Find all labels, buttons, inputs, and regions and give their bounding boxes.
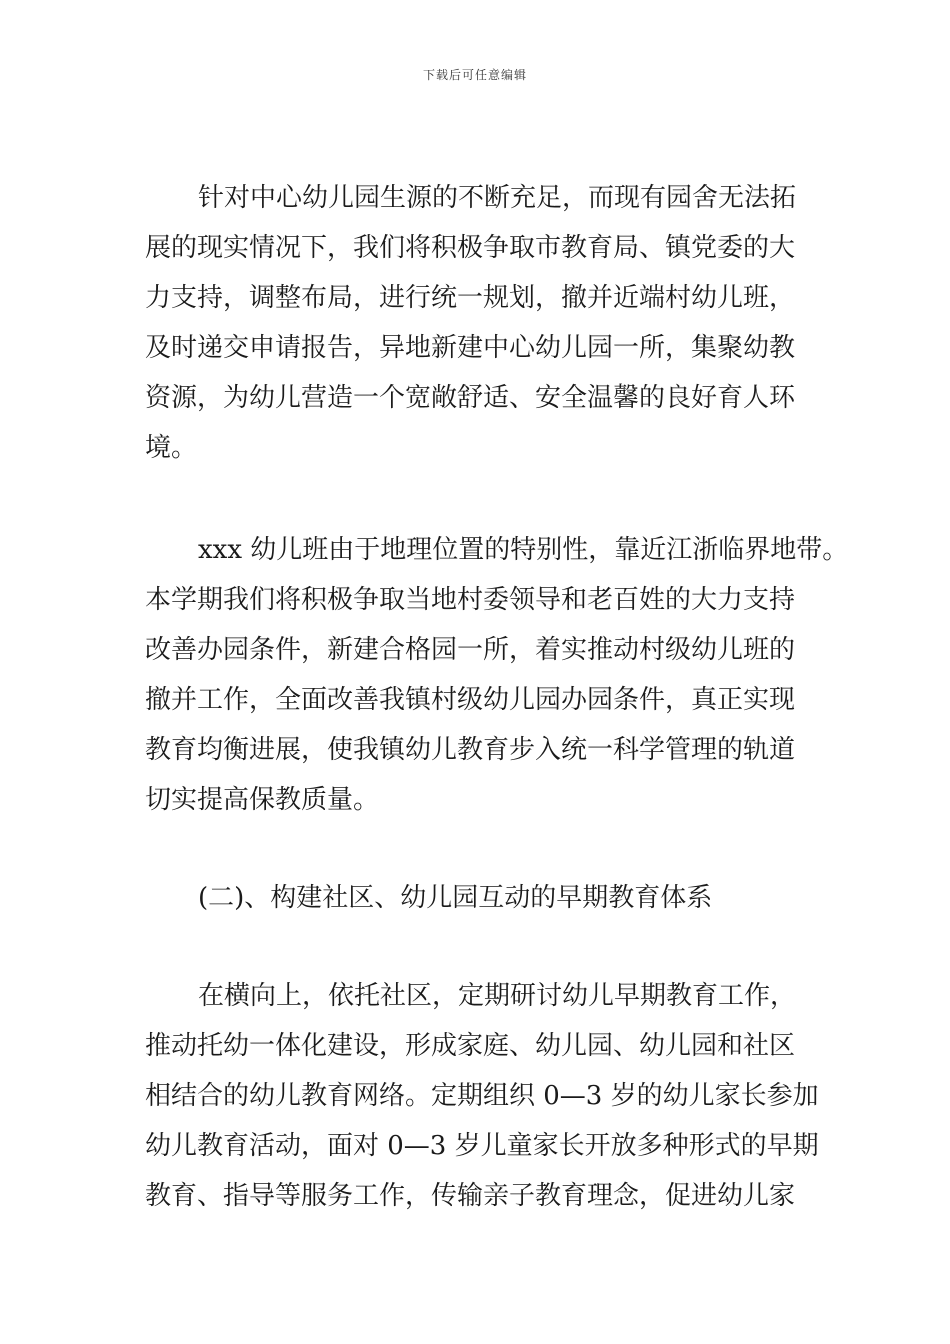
paragraph-line: 推动托幼一体化建设，形成家庭、幼儿园、幼儿园和社区 bbox=[145, 1031, 796, 1061]
paragraph-line: 改善办园条件，新建合格园一所，着实推动村级幼儿班的 bbox=[145, 635, 796, 665]
paragraph-line: 针对中心幼儿园生源的不断充足，而现有园舍无法拓 bbox=[198, 183, 797, 213]
paragraph-line: 资源，为幼儿营造一个宽敞舒适、安全温馨的良好育人环 bbox=[145, 383, 796, 413]
paragraph-line: 展的现实情况下，我们将积极争取市教育局、镇党委的大 bbox=[145, 233, 796, 263]
paragraph-line: xxx 幼儿班由于地理位置的特别性，靠近江浙临界地带。 bbox=[198, 535, 849, 565]
paragraph-line: 教育、指导等服务工作，传输亲子教育理念，促进幼儿家 bbox=[145, 1181, 796, 1211]
paragraph-line: 幼儿教育活动，面对 0—3 岁儿童家长开放多种形式的早期 bbox=[145, 1131, 819, 1161]
section-heading: (二)、构建社区、幼儿园互动的早期教育体系 bbox=[198, 883, 713, 913]
paragraph-line: 境。 bbox=[145, 433, 198, 463]
paragraph-line: 相结合的幼儿教育网络。定期组织 0—3 岁的幼儿家长参加 bbox=[145, 1081, 819, 1111]
paragraph-line: 本学期我们将积极争取当地村委领导和老百姓的大力支持 bbox=[145, 585, 796, 615]
paragraph-line: 撤并工作，全面改善我镇村级幼儿园办园条件，真正实现 bbox=[145, 685, 796, 715]
page-header-note: 下载后可任意编辑 bbox=[422, 68, 527, 82]
paragraph-line: 在横向上，依托社区，定期研讨幼儿早期教育工作， bbox=[198, 981, 797, 1011]
paragraph-line: 力支持，调整布局，进行统一规划，撤并近端村幼儿班， bbox=[145, 283, 796, 313]
paragraph-line: 及时递交申请报告，异地新建中心幼儿园一所，集聚幼教 bbox=[145, 333, 796, 363]
paragraph-line: 教育均衡进展，使我镇幼儿教育步入统一科学管理的轨道 bbox=[145, 735, 796, 765]
paragraph-line: 切实提高保教质量。 bbox=[145, 785, 380, 815]
